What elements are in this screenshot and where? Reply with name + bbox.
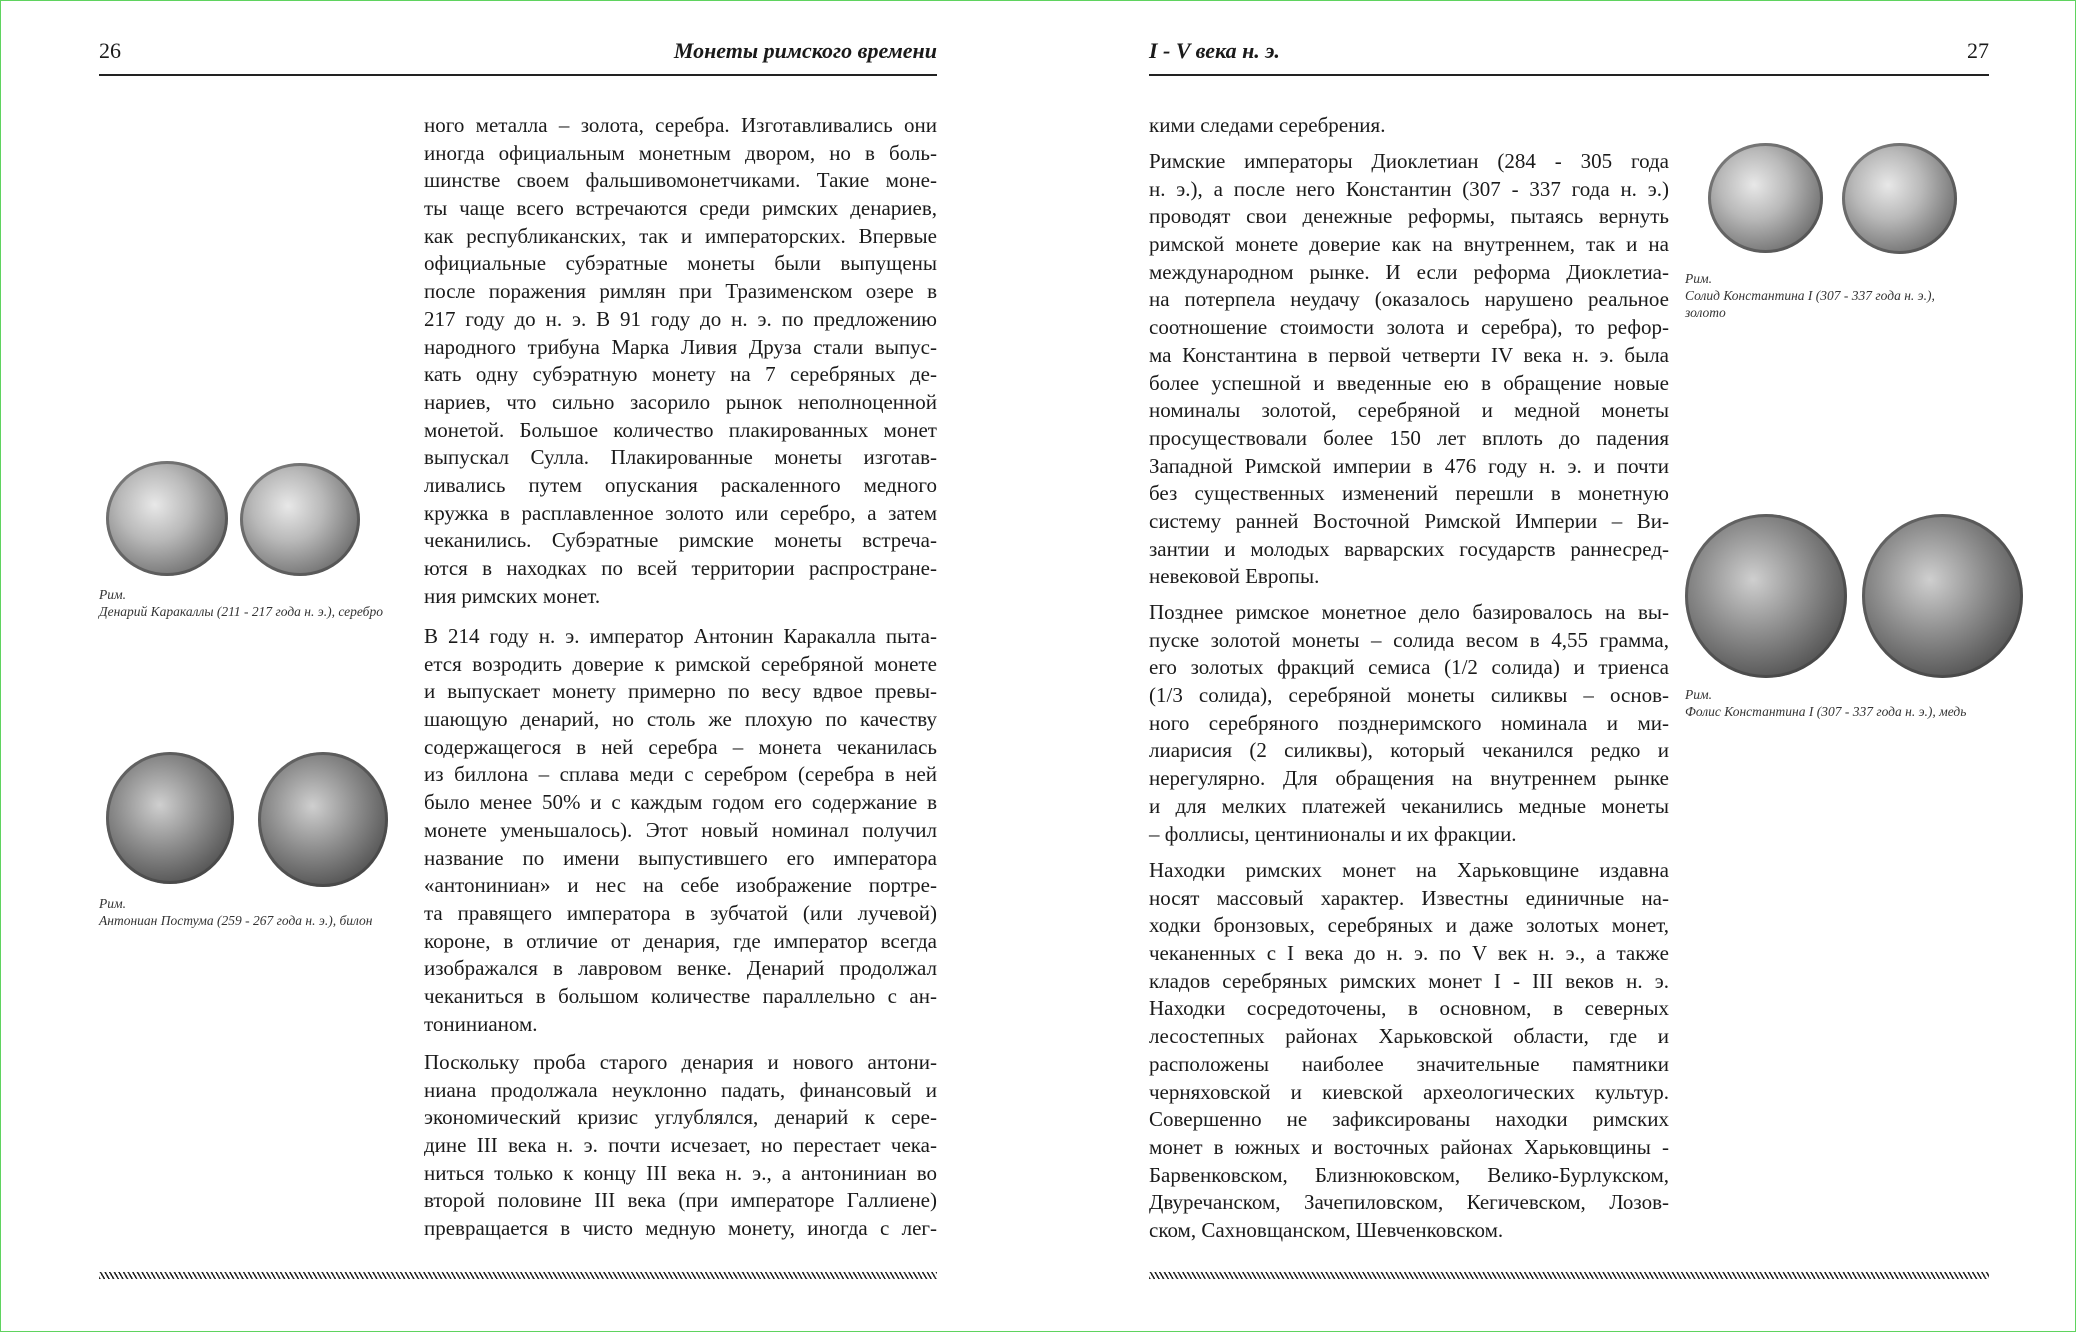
coin-image-follis-obverse xyxy=(1685,514,1847,678)
figure-caption xyxy=(1685,686,1966,720)
text-line: нерегулярно. Для обращения на внутреннем рынке xyxy=(1149,766,1669,791)
coin-image-antoninian-obverse xyxy=(106,752,234,884)
text-line: «антониниан» и нес на себе изображение портре- xyxy=(424,873,937,898)
text-line: просуществовали более 150 лет вплоть до падения xyxy=(1149,425,1669,450)
text-line: монетой. Большое количество плакированных монет xyxy=(424,417,937,442)
text-line: лесостепных районах Харьковской области, где и xyxy=(1149,1024,1669,1049)
text-line: расположены наиболее значительные памятники xyxy=(1149,1051,1669,1076)
footer-ornament-right xyxy=(1149,1272,1989,1279)
text-line: более успешной и введенные ею в обращение новые xyxy=(1149,370,1669,395)
text-line: его золотых фракций семиса (1/2 солида) и триенса xyxy=(1149,655,1669,680)
text-line: – фоллисы, центинионалы и их фракции. xyxy=(1149,821,1517,846)
coin-image-denarius-obverse xyxy=(106,461,228,576)
running-header-left: Монеты римского времени xyxy=(673,38,937,63)
text-line: и для мелких платежей чеканились медные монеты xyxy=(1149,793,1669,818)
paragraph xyxy=(1149,148,1669,591)
text-line: Западной Римской империи в 476 году н. э. и почти xyxy=(1149,453,1669,478)
figure-place: Рим. xyxy=(1685,271,1712,286)
text-line: номиналы золотой, серебряной и медной монеты xyxy=(1149,398,1669,423)
text-line: Совершенно не зафиксированы находки римских xyxy=(1149,1107,1669,1132)
figure-place: Рим. xyxy=(99,587,126,602)
text-line: название по имени выпустившего его императора xyxy=(424,845,937,870)
text-line: кать одну субэратную монету на 7 серебряных де- xyxy=(424,362,937,387)
text-line: ходки бронзовых, серебряных и даже золотых монет, xyxy=(1149,913,1669,938)
text-line: соотношение стоимости золота и серебра), то рефор- xyxy=(1149,315,1669,340)
text-line: Находки римских монет на Харьковщине издавна xyxy=(1149,858,1669,882)
text-line: ливались путем опускания раскаленного медного xyxy=(424,472,937,497)
text-line: после поражения римлян при Тразименском озере в xyxy=(424,279,937,304)
paragraph xyxy=(424,112,937,610)
text-line: и выпускает монету примерно по весу вдвое превы- xyxy=(424,679,937,704)
page-number-left: 26 xyxy=(99,38,121,63)
text-line: выпускал Сулла. Плакированные монеты изготав- xyxy=(424,445,937,470)
text-line: систему ранней Восточной Римской Империи – Ви- xyxy=(1149,508,1669,533)
text-line: ниться только к концу III века н. э., а антониниан во xyxy=(424,1160,937,1185)
paragraph xyxy=(424,623,937,1038)
text-line: ного серебряного позднеримского номинала и ми- xyxy=(1149,710,1669,735)
figure-caption-text: золото xyxy=(1685,305,1726,320)
text-line: международном рынке. И если реформа Диоклетиа- xyxy=(1149,259,1669,284)
text-line: проводят свои денежные реформы, пытаясь вернуть xyxy=(1149,204,1669,229)
text-line: тонинианом. xyxy=(424,1011,538,1036)
figure-caption-text: Солид Константина I (307 - 337 года н. э.), xyxy=(1685,288,1935,303)
text-line: превращается в чисто медную монету, иногда с лег- xyxy=(424,1216,937,1241)
text-line: дине III века н. э. почти исчезает, но перестает чека- xyxy=(424,1133,937,1158)
text-line: ного металла – золота, серебра. Изготавливались они xyxy=(424,113,937,137)
text-line: шинстве своем фальшивомонетчиками. Такие моне- xyxy=(424,168,937,193)
text-line: экономический кризис углублялся, денарий к сере- xyxy=(424,1105,937,1130)
text-line: содержащегося в ней серебра – монета чеканилась xyxy=(424,734,937,759)
text-line: чеканенных с I века до н. э. по V век н. э., а также xyxy=(1149,941,1669,966)
text-line: лиарисия (2 силиквы), который чеканился редко и xyxy=(1149,738,1669,763)
coin-image-denarius-reverse xyxy=(240,463,360,576)
text-line: народного трибуна Марка Ливия Друза стали выпус- xyxy=(424,334,937,359)
coin-image-follis-reverse xyxy=(1862,514,2023,678)
text-line: второй половине III века (при императоре Галлиене) xyxy=(424,1188,937,1213)
text-line: невековой Европы. xyxy=(1149,564,1320,589)
text-line: Барвенковском, Близнюковском, Велико-Бурлукском, xyxy=(1149,1162,1669,1187)
text-line: шающую денарий, но столь же плохую по качеству xyxy=(424,707,937,732)
text-line: на потерпела неудачу (оказалось нарушено реальное xyxy=(1149,287,1669,312)
coin-image-solidus-obverse xyxy=(1708,143,1823,253)
paragraph xyxy=(424,1049,937,1243)
text-line: римской монете доверие как на внутреннем, так и на xyxy=(1149,232,1669,257)
figure-caption-text: Фолис Константина I (307 - 337 года н. э.), медь xyxy=(1685,704,1967,719)
text-line: чеканились. Субэратные римские монеты встреча- xyxy=(424,528,937,553)
text-line: та правящего императора в зубчатой (или лучевой) xyxy=(424,900,937,925)
coin-image-solidus-reverse xyxy=(1842,143,1957,254)
text-line: изображался в лавровом венке. Денарий продолжал xyxy=(424,956,937,981)
text-line: н. э.), а после него Константин (307 - 337 года н. э.) xyxy=(1149,176,1669,201)
text-line: Находки сосредоточены, в основном, в северных xyxy=(1149,996,1669,1021)
text-line: иногда официальным монетным двором, но в боль- xyxy=(424,140,937,165)
paragraph xyxy=(1149,112,1669,140)
figure-place: Рим. xyxy=(1685,687,1712,702)
footer-ornament-left xyxy=(99,1272,937,1279)
text-line: нариев, что сильно засорило рынок неполноценной xyxy=(424,389,937,414)
header-rule-right xyxy=(1149,74,1989,76)
text-line: монете уменьшалось). Этот новый номинал получил xyxy=(424,817,937,842)
text-line: официальные субэратные монеты были выпущены xyxy=(424,251,937,276)
text-line: было менее 50% и с каждым годом его содержание в xyxy=(424,790,937,815)
text-line: чеканиться в большом количестве параллельно с ан- xyxy=(424,983,937,1008)
paragraph xyxy=(1149,599,1669,848)
paragraph xyxy=(1149,857,1669,1245)
text-line: пуске золотой монеты – солида весом в 4,55 грамма, xyxy=(1149,627,1669,652)
text-line: из биллона – сплава меди с серебром (серебра в ней xyxy=(424,762,937,787)
text-line: 217 году до н. э. В 91 году до н. э. по предложению xyxy=(424,306,937,331)
header-rule-left xyxy=(99,74,937,76)
text-line: (1/3 солида), серебряной монеты силиквы – основ- xyxy=(1149,683,1669,708)
figure-place: Рим. xyxy=(99,896,126,911)
text-line: Римские императоры Диоклетиан (284 - 305 года xyxy=(1149,149,1669,173)
text-line: черняховской и киевской археологических культур. xyxy=(1149,1079,1669,1104)
text-line: кими следами серебрения. xyxy=(1149,113,1386,137)
text-line: кладов серебряных римских монет I - III веков н. э. xyxy=(1149,968,1669,993)
text-line: монет в южных и восточных районах Харьковщины - xyxy=(1149,1134,1669,1159)
figure-caption-text: Денарий Каракаллы (211 - 217 года н. э.), серебро xyxy=(99,604,383,619)
text-line: ется возродить доверие к римской серебряной монете xyxy=(424,651,937,676)
text-line: как республиканских, так и императорских. Впервые xyxy=(424,223,937,248)
text-line: Двуречанском, Зачепиловском, Кегичевском, Лозов- xyxy=(1149,1190,1669,1215)
page-number-right: 27 xyxy=(1967,38,1989,63)
coin-image-antoninian-reverse xyxy=(258,752,388,887)
text-line: ния римских монет. xyxy=(424,583,601,608)
text-line: кружка в расплавленное золото или серебро, а затем xyxy=(424,500,937,525)
text-line: ются в находках по всей территории распростране- xyxy=(424,556,937,580)
figure-caption xyxy=(99,895,372,929)
text-line: Поскольку проба старого денария и нового антони- xyxy=(424,1050,937,1074)
text-line: ты чаще всего встречаются среди римских денариев, xyxy=(424,196,937,221)
text-line: ниана продолжала неуклонно падать, финансовый и xyxy=(424,1077,937,1102)
text-line: ском, Сахновщанском, Шевченковском. xyxy=(1149,1217,1504,1242)
text-line: Позднее римское монетное дело базировалось на вы- xyxy=(1149,600,1669,624)
figure-caption-text: Антониан Постума (259 - 267 года н. э.), билон xyxy=(99,913,373,928)
text-line: короне, в отличие от денария, где император всегда xyxy=(424,928,937,953)
text-line: В 214 году н. э. император Антонин Каракалла пыта- xyxy=(424,624,937,648)
running-header-right: I - V века н. э. xyxy=(1149,38,1280,63)
text-line: носят массовый характер. Известны единичные на- xyxy=(1149,885,1669,910)
text-line: ма Константина в первой четверти IV века н. э. была xyxy=(1149,342,1669,367)
text-line: без существенных изменений перешли в монетную xyxy=(1149,481,1669,506)
figure-caption xyxy=(1685,270,1935,321)
text-line: зантии и молодых варварских государств раннесред- xyxy=(1149,536,1669,561)
figure-caption xyxy=(99,586,383,620)
